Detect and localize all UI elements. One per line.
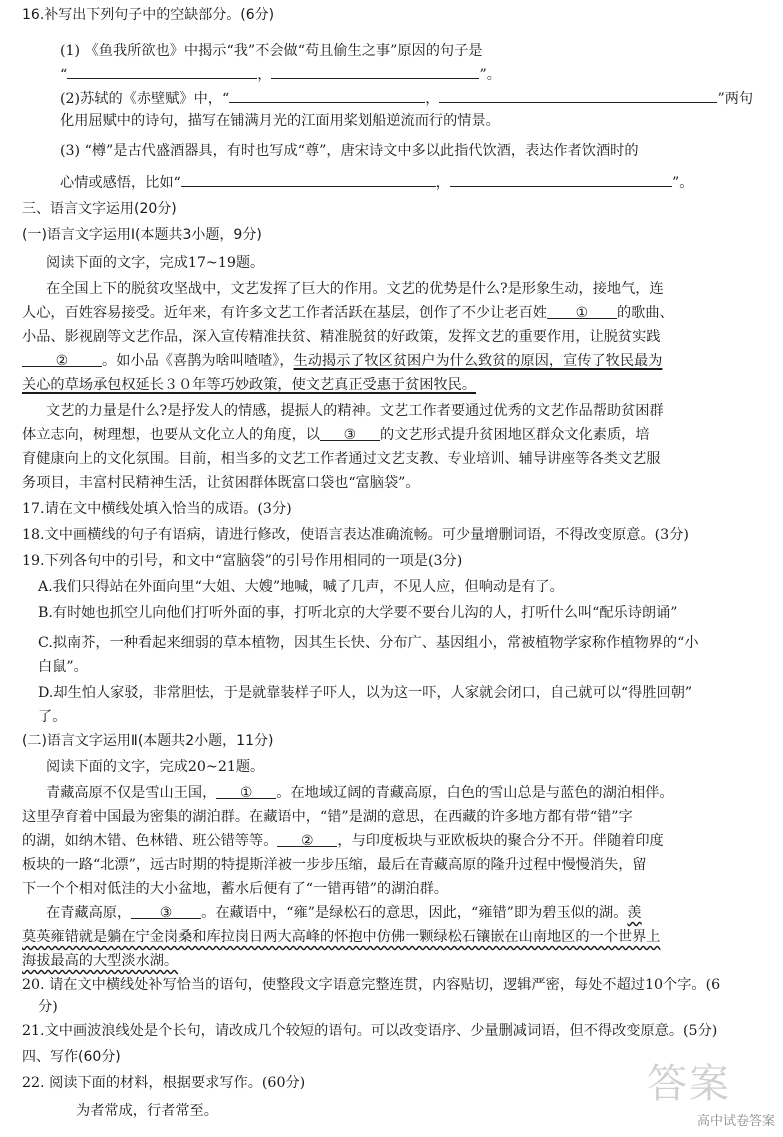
q16-part1-line1: (1) 《鱼我所欲也》中揭示“我”不会做“苟且偷生之事”原因的句子是 bbox=[60, 43, 483, 59]
answer-blank-2[interactable]: ② bbox=[277, 830, 337, 847]
q20: 20. 请在文中横线处补写恰当的语句，使整段文字语意完整连贯，内容贴切，逻辑严密，每处不超过10个字。(6 bbox=[22, 977, 721, 993]
q16-part3-line2: 心情或感悟，比如“ ， ”。 bbox=[60, 170, 693, 194]
passage3-line: 这里孕育着中国最为密集的湖泊群。在藏语中，“错”是湖的意思，在西藏的许多地方都有带“错”字 bbox=[22, 809, 633, 825]
passage4-line bbox=[22, 926, 660, 948]
passage4-line bbox=[22, 950, 178, 972]
q17: 17.请在文中横线处填入恰当的成语。(3分) bbox=[22, 501, 292, 517]
passage1-line: 在全国上下的脱贫攻坚战中，文艺发挥了巨大的作用。文艺的优势是什么?是形象生动，接地气，连 bbox=[46, 281, 664, 297]
answer-blank[interactable] bbox=[450, 170, 672, 187]
q19-option-c: C.拟南芥，一种看起来细弱的草本植物，因其生长快、分布广、基因组小，常被植物学家称作植物界的“小 bbox=[38, 635, 699, 651]
q19-option-d: D.却生怕人家驳，非常胆怯，于是就靠装样子吓人，以为这一吓，人家就会闭口，自己就可以“得胜回朝” bbox=[38, 685, 693, 701]
answer-blank-1[interactable]: ① bbox=[216, 782, 276, 799]
reading-intro: 阅读下面的文字，完成17~19题。 bbox=[46, 255, 265, 271]
passage4-line: 在青藏高原， ③ 。在藏语中，“雍”是绿松石的意思，因此，“雍错”即为碧玉似的湖。羡 bbox=[46, 902, 642, 924]
q19-option-a: A.我们只得站在外面向里“大姐、大嫂”地喊，喊了几声，不见人应，但响动是有了。 bbox=[38, 579, 564, 595]
section3-sub2-title: (二)语言文字运用Ⅱ(本题共2小题，11分) bbox=[22, 733, 274, 749]
q16-part2-line2: 化用屈赋中的诗句，描写在铺满月光的江面用桨划船逆流而行的情景。 bbox=[60, 113, 500, 129]
wavy-sentence: 莫英雍错就是躺在宁金岗桑和库拉岗日两大高峰的怀抱中仿佛一颗绿松石镶嵌在山南地区的一个世界上 bbox=[22, 929, 661, 945]
section3-title: 三、语言文字运用(20分) bbox=[22, 201, 177, 217]
q19-option-b: B.有时她也抓空儿向他们打听外面的事，打听北京的大学要不要台儿沟的人，打听什么叫“配乐诗朗诵” bbox=[38, 605, 678, 621]
q16-part3-line1: (3) “樽”是古代盛酒器具，有时也写成“尊”，唐宋诗文中多以此指代饮酒，表达作者饮酒时的 bbox=[60, 143, 639, 159]
q18: 18.文中画横线的句子有语病，请进行修改，使语言表达准确流畅。可少量增删词语，不得改变原意。(3分) bbox=[22, 527, 689, 543]
q16-title: 16.补写出下列句子中的空缺部分。(6分) bbox=[22, 7, 275, 23]
answer-blank-3[interactable]: ③ bbox=[320, 424, 380, 441]
passage2-line: 育健康向上的文化氛围。目前，相当多的文艺工作者通过文艺支教、专业培训、辅导讲座等各类文艺服 bbox=[22, 451, 661, 467]
wavy-sentence: 海拔最高的大型淡水湖。 bbox=[22, 953, 179, 969]
answer-blank-2[interactable]: ② bbox=[22, 350, 102, 367]
q16-part2-line1: (2)苏轼的《赤壁赋》中，“ ， ”两句 bbox=[60, 86, 753, 110]
section4-title: 四、写作(60分) bbox=[22, 1049, 121, 1065]
reading-intro-2: 阅读下面的文字，完成20~21题。 bbox=[46, 759, 265, 775]
q19-option-d-cont: 了。 bbox=[38, 709, 67, 725]
watermark-logo: 答案 bbox=[647, 1061, 731, 1107]
answer-blank[interactable] bbox=[67, 62, 257, 79]
writing-material: 为者常成，行者常至。 bbox=[76, 1103, 218, 1119]
answer-blank[interactable] bbox=[271, 62, 479, 79]
answer-blank[interactable] bbox=[229, 86, 425, 103]
q19: 19.下列各句中的引号，和文中“富脑袋”的引号作用相同的一项是(3分) bbox=[22, 553, 463, 569]
underlined-sentence: 关心的草场承包权延长３０年等巧妙政策，使文艺真正受惠于贫困牧民。 bbox=[22, 377, 477, 393]
passage3-line: 的湖，如纳木错、色林错、班公错等等。 ② ，与印度板块与亚欧板块的聚合分不开。伴随着印度 bbox=[22, 830, 664, 852]
passage3-line: 板块的一路“北漂”，远古时期的特提斯洋被一步步压缩，最后在青藏高原的隆升过程中慢慢消失，留 bbox=[22, 857, 647, 873]
q21: 21.文中画波浪线处是个长句，请改成几个较短的语句。可以改变语序、少量删减词语，但不得改变原意。(5分) bbox=[22, 1023, 718, 1039]
answer-blank-1[interactable]: ① bbox=[547, 302, 617, 319]
section3-sub1-title: (一)语言文字运用Ⅰ(本题共3小题，9分) bbox=[22, 227, 262, 243]
passage1-line: 小品、影视剧等文艺作品，深入宣传精准扶贫、精准脱贫的好政策，发挥文艺的重要作用，让脱贫实践 bbox=[22, 329, 661, 345]
answer-blank[interactable] bbox=[439, 86, 717, 103]
q16-part1-line2: “ ， ”。 bbox=[60, 62, 501, 86]
passage2-line: 体立志向，树理想，也要从文化立人的角度，以 ③ 的文艺形式提升贫困地区群众文化素质，培 bbox=[22, 424, 650, 446]
answer-blank-3[interactable]: ③ bbox=[131, 902, 201, 919]
passage1-line: 人心，百姓容易接受。近年来，有许多文艺工作者活跃在基层，创作了不少让老百姓 ① 的歌曲、 bbox=[22, 302, 674, 324]
q22: 22. 阅读下面的材料，根据要求写作。(60分) bbox=[22, 1075, 306, 1091]
answer-blank[interactable] bbox=[181, 170, 436, 187]
passage1-line bbox=[22, 374, 476, 396]
passage3-line: 青藏高原不仅是雪山王国， ① 。在地域辽阔的青藏高原，白色的雪山总是与蓝色的湖泊相伴。 bbox=[46, 782, 674, 804]
q20-cont: 分) bbox=[38, 999, 58, 1015]
passage2-line: 文艺的力量是什么?是抒发人的情感，提振人的精神。文艺工作者要通过优秀的文艺作品帮助贫困群 bbox=[46, 403, 664, 419]
passage3-line: 下一个个相对低洼的大小盆地，蓄水后便有了“一错再错”的湖泊群。 bbox=[22, 881, 448, 897]
watermark-text: 高中试卷答案 bbox=[696, 1114, 775, 1129]
passage1-line: ② 。如小品《喜鹊为啥叫喳喳》，生动揭示了牧区贫困户为什么致贫的原因，宣传了牧民最为 bbox=[22, 350, 662, 372]
passage2-line: 务项目，丰富村民精神生活，让贫困群体既富口袋也“富脑袋”。 bbox=[22, 475, 420, 491]
q19-option-c-cont: 白鼠”。 bbox=[38, 659, 88, 675]
wavy-sentence: 羡 bbox=[627, 905, 642, 921]
underlined-sentence: 生动揭示了牧区贫困户为什么致贫的原因，宣传了牧民最为 bbox=[293, 353, 663, 369]
